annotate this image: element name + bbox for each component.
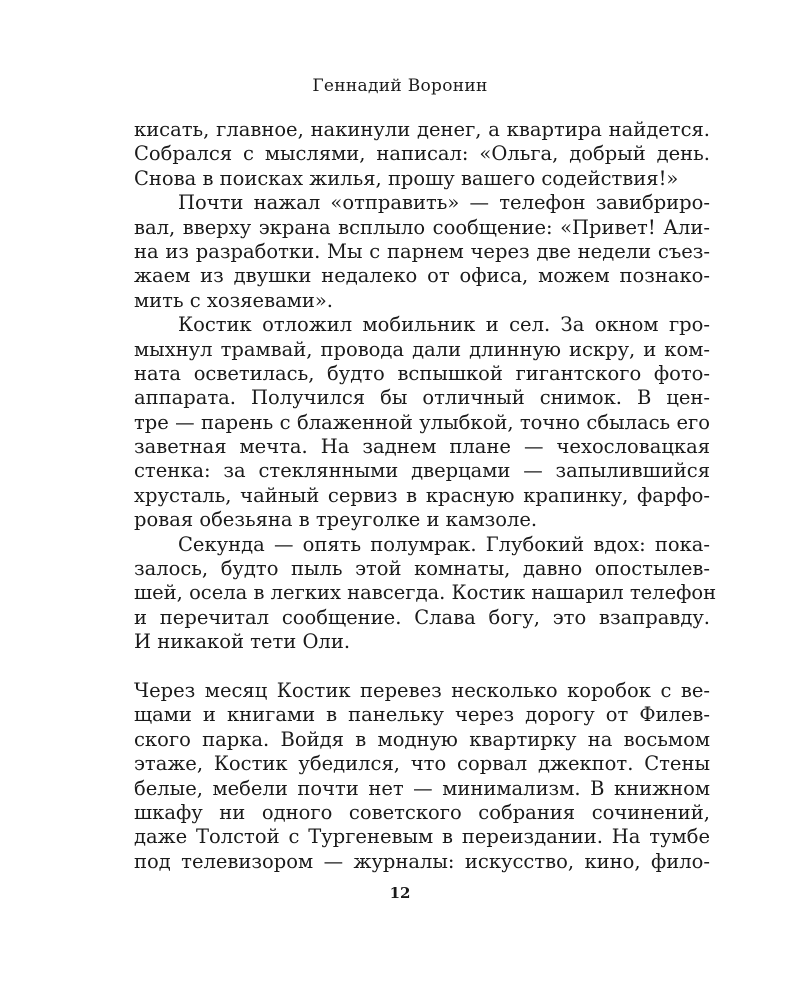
text-line: шей, осела в легких навсегда. Костик нашарил телефон	[134, 581, 717, 605]
text-line: мить с хозяевами».	[134, 288, 333, 312]
paragraph	[134, 313, 710, 533]
page-body	[134, 118, 717, 874]
paragraph	[134, 118, 710, 191]
running-header-author: Геннадий Воронин	[312, 76, 488, 96]
text-line: жаем из двушки недалеко от офиса, можем познако-	[134, 264, 710, 288]
page-number: 12	[389, 884, 411, 902]
text-line: вал, вверху экрана всплыло сообщение: «Привет! Али-	[134, 215, 710, 239]
text-line: Секунда — опять полумрак. Глубокий вдох: пока-	[178, 532, 710, 556]
text-line: и перечитал сообщение. Слава богу, это взаправду.	[134, 605, 710, 629]
text-line: аппарата. Получился бы отличный снимок. В цен-	[134, 386, 710, 410]
text-line: мыхнул трамвай, провода дали длинную искру, и ком-	[134, 337, 710, 361]
text-line: под телевизором — журналы: искусство, кино, фило-	[134, 849, 710, 873]
section-break	[134, 655, 710, 679]
text-line: щами и книгами в панельку через дорогу от Филев-	[134, 703, 710, 727]
text-line: ровая обезьяна в треуголке и камзоле.	[134, 508, 538, 532]
text-line: Через месяц Костик перевез несколько коробок с ве-	[134, 678, 710, 702]
text-line: ского парка. Войдя в модную квартирку на восьмом	[134, 727, 710, 751]
paragraph	[134, 532, 717, 655]
text-line: залось, будто пыль этой комнаты, давно опостылев-	[134, 557, 710, 581]
paragraph	[134, 191, 710, 313]
text-line: Снова в поисках жилья, прошу вашего содействия!»	[134, 166, 679, 190]
text-line: заветная мечта. На заднем плане — чехословацкая	[134, 435, 710, 459]
text-line: стенка: за стеклянными дверцами — запылившийся	[134, 459, 710, 483]
text-line: И никакой тети Оли.	[134, 630, 351, 654]
text-line: кисать, главное, накинули денег, а квартира найдется.	[134, 118, 710, 141]
text-line: Собрался с мыслями, написал: «Ольга, добрый день.	[134, 142, 710, 166]
text-line: даже Толстой с Тургеневым в переиздании. На тумбе	[134, 825, 710, 849]
text-line: шкафу ни одного советского собрания сочинений,	[134, 800, 710, 824]
text-line: на из разработки. Мы с парнем через две недели съез-	[134, 239, 710, 263]
text-line: Костик отложил мобильник и сел. За окном гро-	[178, 313, 710, 337]
text-line: этаже, Костик убедился, что сорвал джекпот. Стены	[134, 752, 710, 776]
paragraph	[134, 679, 710, 874]
text-line: Почти нажал «отправить» — телефон завибриро-	[178, 191, 710, 215]
text-line: тре — парень с блаженной улыбкой, точно сбылась его	[134, 410, 710, 434]
text-line: хрусталь, чайный сервиз в красную крапинку, фарфо-	[134, 483, 710, 507]
text-line: ната осветилась, будто вспышкой гигантского фото-	[134, 361, 710, 385]
text-line: белые, мебели почти нет — минимализм. В книжном	[134, 776, 710, 800]
